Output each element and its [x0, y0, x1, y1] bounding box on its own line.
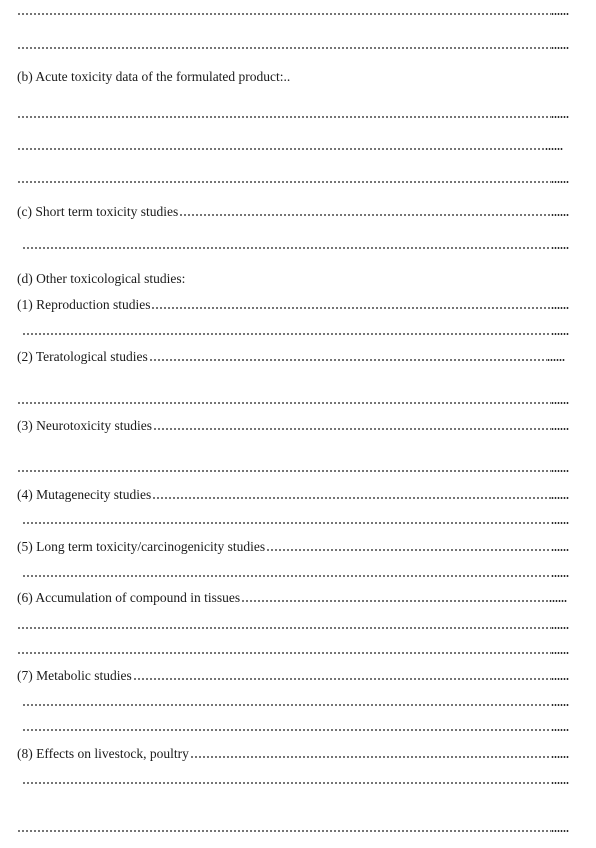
section-c-line — [17, 203, 569, 221]
answer-line — [17, 641, 569, 659]
dotted-leader-end — [551, 548, 569, 552]
dotted-leader — [17, 401, 551, 405]
dotted-leader — [22, 781, 551, 785]
dotted-leader — [22, 574, 551, 578]
dotted-leader — [17, 626, 551, 630]
dotted-leader-end — [551, 728, 569, 732]
dotted-leader — [17, 12, 551, 16]
answer-line — [22, 236, 569, 254]
item-7-line — [17, 667, 569, 685]
dotted-leader-end — [551, 306, 569, 310]
answer-line — [17, 105, 569, 123]
dotted-leader-end — [551, 677, 569, 681]
dotted-leader — [190, 755, 551, 759]
item-8-line — [17, 745, 569, 763]
answer-line — [17, 2, 569, 20]
dotted-leader-end — [551, 12, 569, 16]
answer-line — [22, 718, 569, 736]
dotted-leader — [17, 829, 551, 833]
answer-line — [22, 511, 569, 529]
section-c-heading: (c) Short term toxicity studies — [17, 204, 179, 219]
answer-line — [17, 36, 569, 54]
dotted-leader-end — [551, 115, 569, 119]
dotted-leader — [153, 427, 551, 431]
dotted-leader — [149, 358, 547, 362]
dotted-leader — [152, 496, 551, 500]
dotted-leader-end — [551, 521, 569, 525]
dotted-leader — [22, 521, 551, 525]
dotted-leader-end — [551, 332, 569, 336]
dotted-leader — [22, 332, 551, 336]
dotted-leader — [241, 599, 549, 603]
answer-line — [17, 459, 569, 477]
dotted-leader-end — [551, 574, 569, 578]
dotted-leader — [17, 651, 551, 655]
dotted-leader — [22, 728, 551, 732]
dotted-leader-end — [551, 46, 569, 50]
item-7-label: (7) Metabolic studies — [17, 668, 132, 683]
dotted-leader — [179, 213, 551, 217]
dotted-leader-end — [551, 755, 569, 759]
dotted-leader-end — [549, 599, 567, 603]
dotted-leader — [17, 147, 545, 151]
item-1-label: (1) Reproduction studies — [17, 297, 151, 312]
dotted-leader-end — [551, 180, 569, 184]
item-4-label: (4) Mutagenecity studies — [17, 487, 152, 502]
dotted-leader — [22, 703, 551, 707]
dotted-leader-end — [551, 651, 569, 655]
dotted-leader — [17, 46, 551, 50]
answer-line — [17, 391, 569, 409]
answer-line — [17, 819, 569, 837]
dotted-leader-end — [551, 427, 569, 431]
dotted-leader — [266, 548, 551, 552]
item-1-line — [17, 296, 569, 314]
item-4-line — [17, 486, 569, 504]
dotted-leader-end — [551, 246, 569, 250]
answer-line — [17, 137, 563, 155]
answer-line — [17, 170, 569, 188]
dotted-leader-end — [551, 829, 569, 833]
item-2-line — [17, 348, 565, 366]
item-2-label: (2) Teratological studies — [17, 349, 148, 364]
section-d-heading: (d) Other toxicological studies: — [17, 271, 186, 286]
answer-line — [22, 693, 569, 711]
item-8-label: (8) Effects on livestock, poultry — [17, 746, 189, 761]
dotted-leader — [17, 469, 551, 473]
dotted-leader-end — [551, 401, 569, 405]
item-6-label: (6) Accumulation of compound in tissues — [17, 590, 241, 605]
dotted-leader-end — [551, 703, 569, 707]
dotted-leader — [17, 180, 551, 184]
dotted-leader-end — [551, 213, 569, 217]
dotted-leader — [17, 115, 551, 119]
item-3-line — [17, 417, 569, 435]
answer-line — [17, 616, 569, 634]
dotted-leader-end — [551, 781, 569, 785]
dotted-leader-end — [551, 469, 569, 473]
item-5-label: (5) Long term toxicity/carcinogenicity studies — [17, 539, 266, 554]
dotted-leader-end — [551, 626, 569, 630]
dotted-leader — [151, 306, 551, 310]
section-b-heading: (b) Acute toxicity data of the formulated product:.. — [17, 69, 291, 84]
dotted-leader-end — [545, 147, 563, 151]
answer-line — [22, 322, 569, 340]
item-6-line — [17, 589, 567, 607]
dotted-leader — [133, 677, 551, 681]
answer-line — [22, 564, 569, 582]
item-5-line — [17, 538, 569, 556]
item-3-label: (3) Neurotoxicity studies — [17, 418, 152, 433]
dotted-leader-end — [547, 358, 565, 362]
answer-line — [22, 771, 569, 789]
dotted-leader-end — [551, 496, 569, 500]
dotted-leader — [22, 246, 551, 250]
